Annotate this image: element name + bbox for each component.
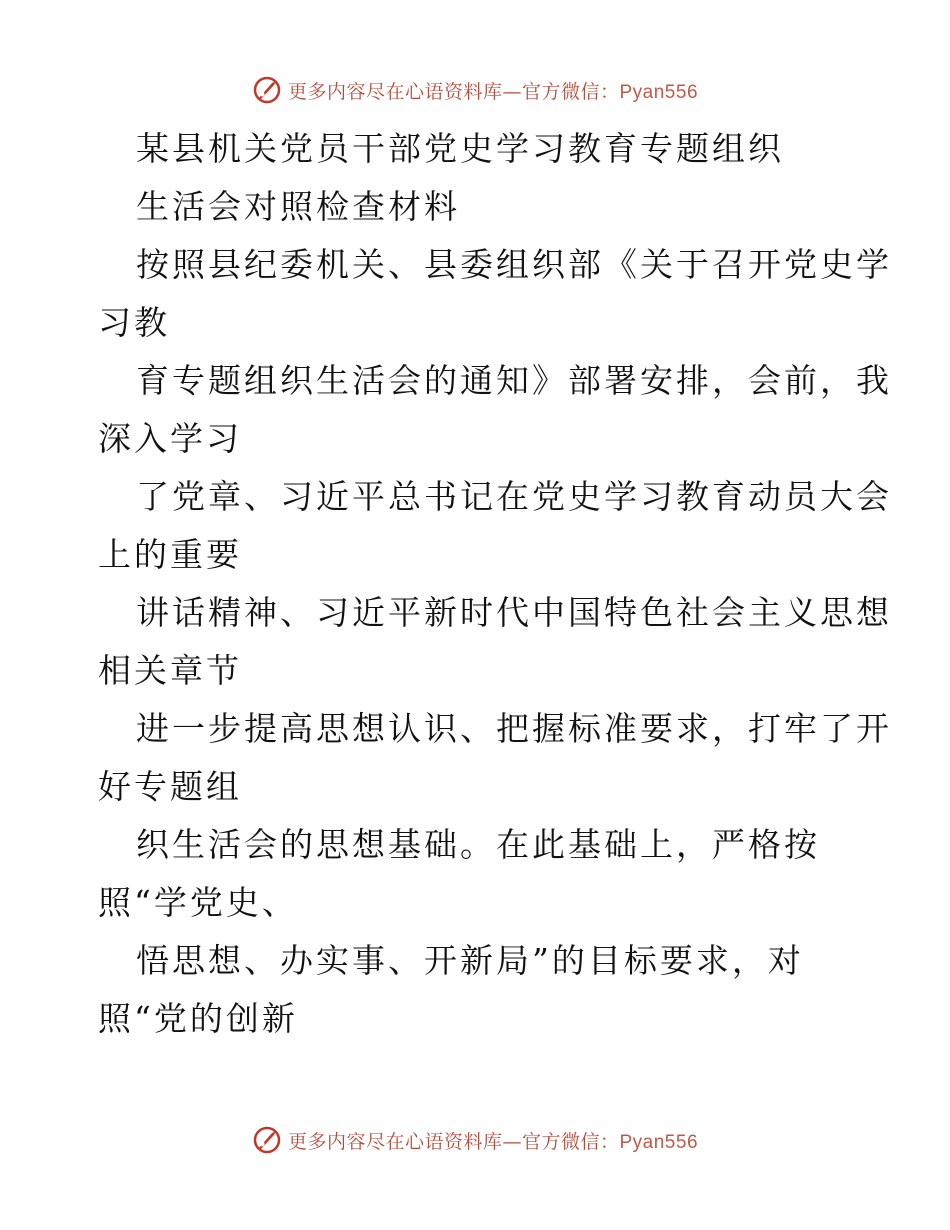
paragraph-line: 深入学习: [98, 419, 242, 458]
paragraph-line: 上的重要: [98, 535, 242, 574]
paragraph-line: 习教: [98, 303, 170, 342]
footer-banner: [0, 1120, 950, 1160]
footer-banner-contact-label: 官方微信：: [521, 1130, 620, 1153]
paragraph-line: 按照县纪委机关、县委组织部《关于召开党史学: [136, 245, 892, 284]
footer-banner-title: 更多内容尽在心语资料库: [287, 1130, 503, 1153]
paragraph-line: 好专题组: [98, 767, 242, 806]
paragraph-line: 进一步提高思想认识、把握标准要求，打牢了开: [136, 709, 892, 748]
footer-banner-separator: —: [502, 1130, 522, 1153]
document-title-line-2: 生活会对照检查材料: [136, 187, 460, 226]
paragraph-line: 照“学党史、: [98, 883, 298, 922]
paragraph-line: 照“党的创新: [98, 999, 298, 1038]
paragraph-line: 讲话精神、习近平新时代中国特色社会主义思想: [136, 593, 892, 632]
paragraph-line: 织生活会的思想基础。在此基础上，严格按: [136, 825, 820, 864]
footer-banner-contact-handle: Pyan556: [619, 1131, 699, 1153]
document-body: [98, 120, 892, 1048]
paragraph-line: 相关章节: [98, 651, 242, 690]
header-banner-separator: —: [502, 80, 522, 103]
paragraph-line: 育专题组织生活会的通知》部署安排，会前，我: [136, 361, 892, 400]
document-title-line-1: 某县机关党员干部党史学习教育专题组织: [136, 129, 784, 168]
feather-pen-logo-icon: [252, 1125, 282, 1155]
header-banner: [0, 70, 950, 110]
header-banner-text: [288, 77, 698, 104]
header-banner-title: 更多内容尽在心语资料库: [287, 80, 503, 103]
footer-banner-text: [288, 1127, 698, 1154]
paragraph-line: 了党章、习近平总书记在党史学习教育动员大会: [136, 477, 892, 516]
header-banner-contact-label: 官方微信：: [521, 80, 620, 103]
feather-pen-logo-icon: [252, 75, 282, 105]
header-banner-contact-handle: Pyan556: [619, 81, 699, 103]
paragraph-line: 悟思想、办实事、开新局”的目标要求，对: [136, 941, 804, 980]
